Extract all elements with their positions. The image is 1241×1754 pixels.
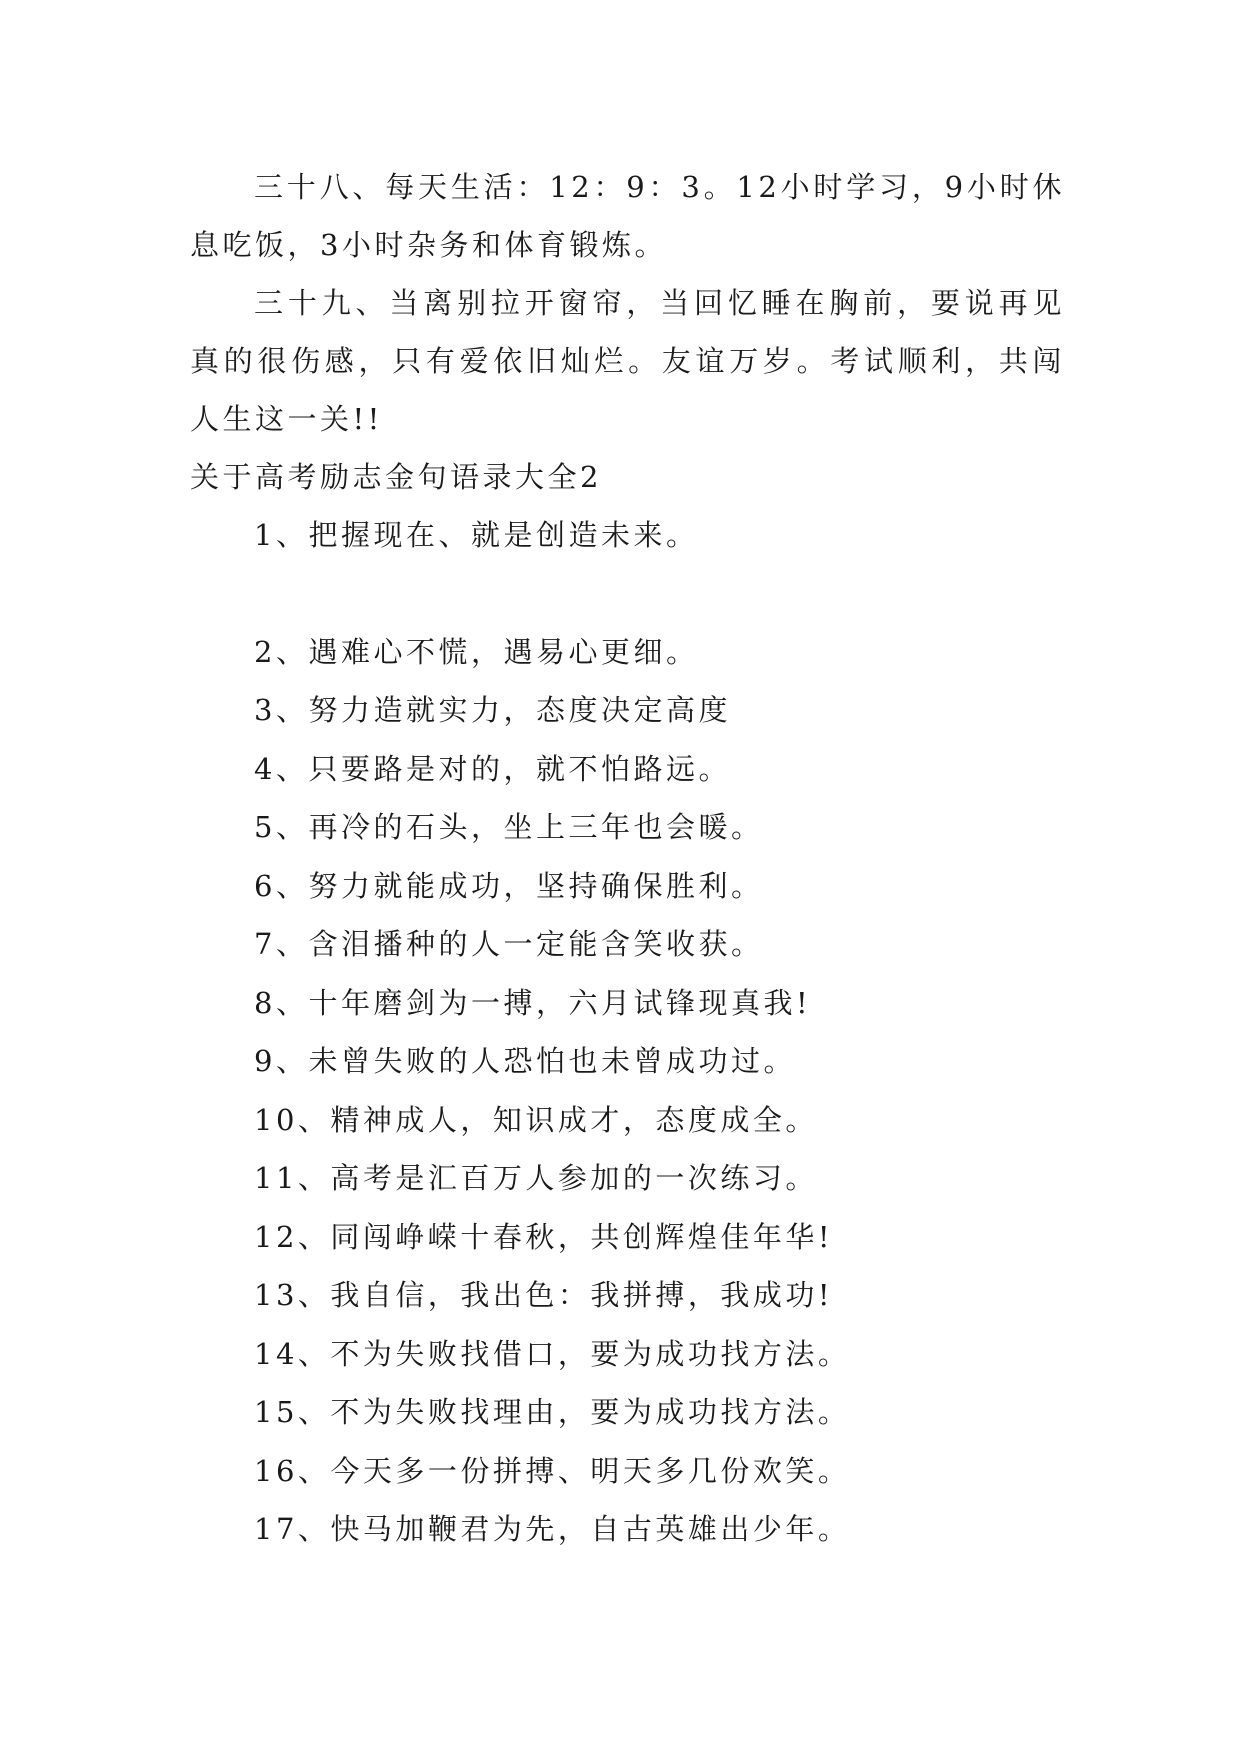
- list-item: 7、含泪播种的人一定能含笑收获。: [254, 927, 764, 961]
- list-item: 9、未曾失败的人恐怕也未曾成功过。: [254, 1044, 796, 1078]
- list-item: 12、同闯峥嵘十春秋，共创辉煌佳年华!: [254, 1219, 834, 1254]
- document-body: [190, 158, 1065, 1559]
- list-item: 6、努力就能成功，坚持确保胜利。: [254, 868, 764, 903]
- paragraph-38: 三十八、每天生活：12：9：3。12小时学习，9小时休息吃饭，3小时杂务和体育锻炼。: [190, 170, 1065, 262]
- list-item: 15、不为失败找理由，要为成功找方法。: [254, 1395, 851, 1429]
- list-item: 10、精神成人，知识成才，态度成全。: [254, 1102, 818, 1137]
- blank-line: [190, 565, 1065, 623]
- list-item-1: 1、把握现在、就是创造未来。: [254, 518, 699, 552]
- quote-list: [190, 623, 1065, 1559]
- list-item: 17、快马加鞭君为先，自古英雄出少年。: [254, 1512, 851, 1546]
- list-item: 11、高考是汇百万人参加的一次练习。: [254, 1161, 818, 1195]
- list-item: 4、只要路是对的，就不怕路远。: [254, 751, 731, 786]
- list-item: 8、十年磨剑为一搏，六月试锋现真我!: [254, 985, 812, 1020]
- list-item: 3、努力造就实力，态度决定高度: [254, 693, 731, 727]
- list-item: 14、不为失败找借口，要为成功找方法。: [254, 1336, 851, 1371]
- list-item: 13、我自信，我出色：我拼搏，我成功!: [254, 1278, 834, 1312]
- section-heading: 关于高考励志金句语录大全2: [190, 460, 602, 494]
- list-item: 16、今天多一份拼搏、明天多几份欢笑。: [254, 1453, 851, 1488]
- list-item: 2、遇难心不慌，遇易心更细。: [254, 634, 699, 669]
- list-item: 5、再冷的石头，坐上三年也会暖。: [254, 810, 764, 844]
- paragraph-39: 三十九、当离别拉开窗帘，当回忆睡在胸前，要说再见真的很伤感，只有爱依旧灿烂。友谊万岁。考试顺利，共闯人生这一关!!: [190, 286, 1065, 436]
